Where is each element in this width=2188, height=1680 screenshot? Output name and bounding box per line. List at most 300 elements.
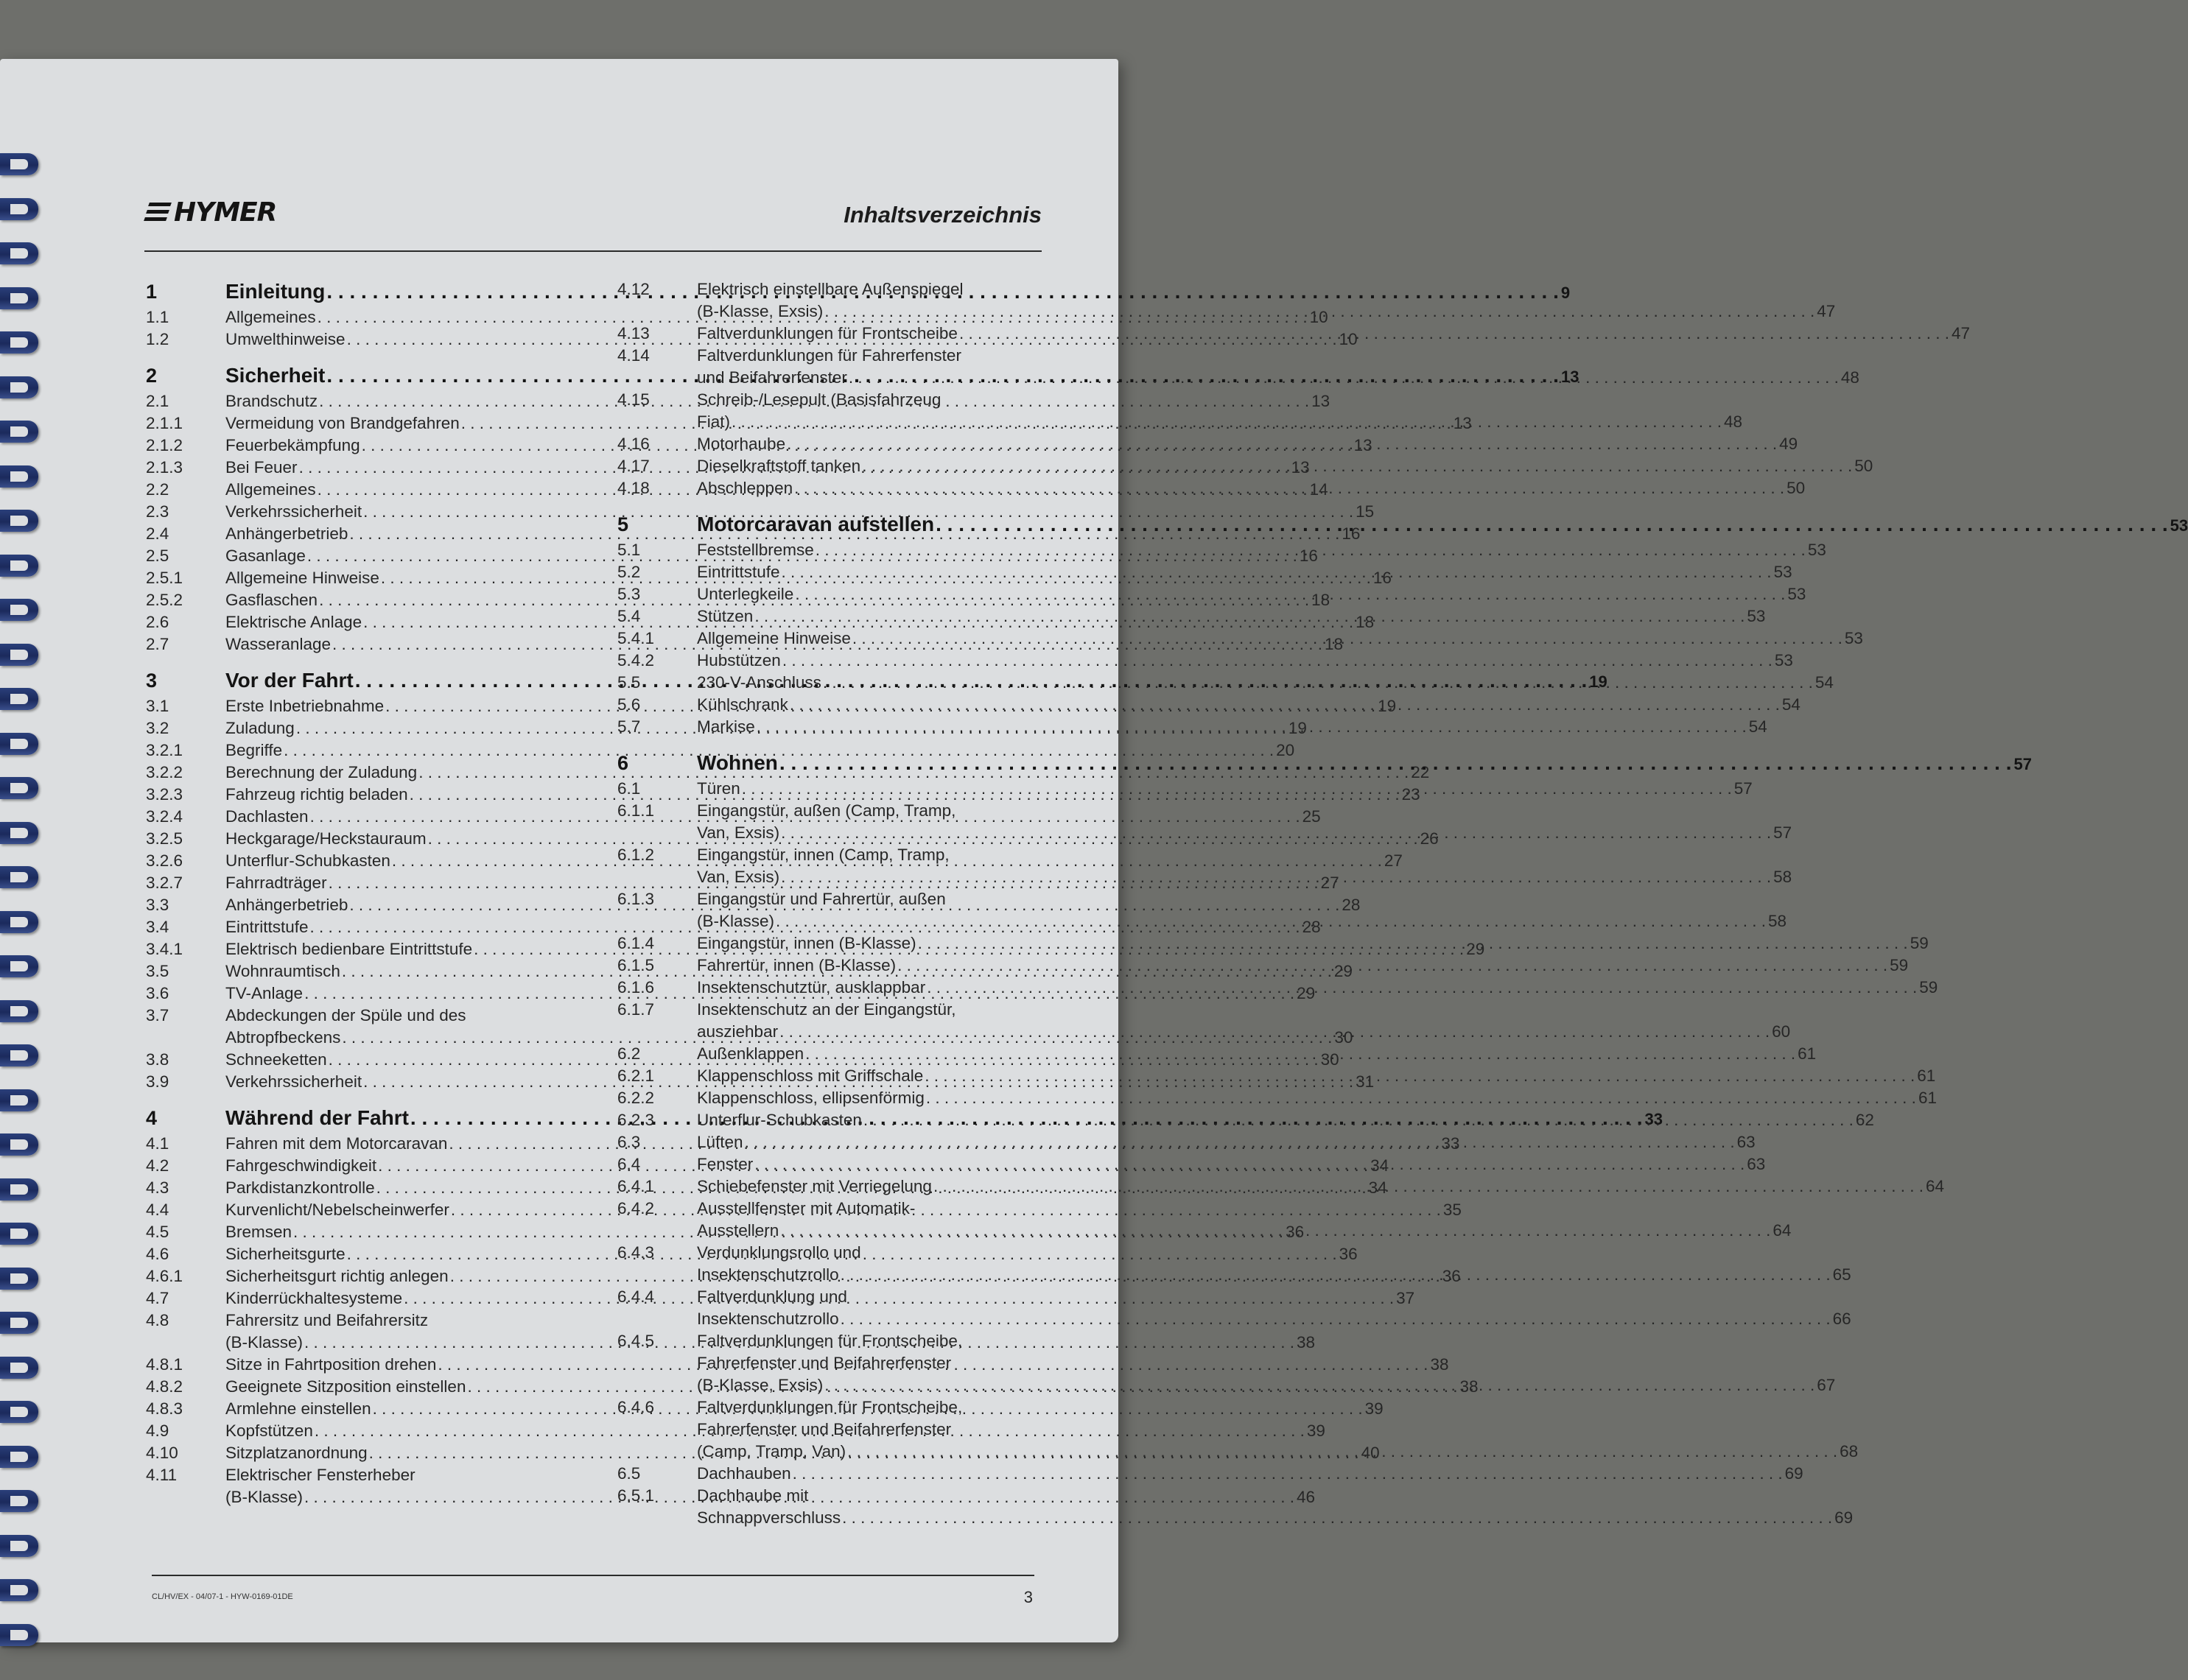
toc-page-number: 48 [1840,368,1859,387]
toc-page-number: 25 [1302,807,1321,826]
toc-page-number: 33 [1644,1110,1663,1128]
toc-title: Faltverdunklungen für Frontscheibe [697,324,958,342]
dot-leader [742,778,1732,800]
toc-title: TV-Anlage [225,984,304,1002]
toc-title: Feuerbekämpfung [225,436,360,454]
dot-leader [781,866,1771,888]
toc-section-number: 5.7 [617,717,641,736]
toc-section-number: 6.5 [617,1464,641,1483]
toc-title: Motorcaravan aufstellen [697,513,935,535]
toc-page-number: 59 [1890,956,1909,974]
toc-section-number: 2.1.3 [146,458,183,477]
toc-title: Dachhaube mit [697,1486,809,1505]
toc-title: Fahrgeschwindigkeit [225,1156,377,1175]
toc-title: Insektenschutz an der Eingangstür, [697,1000,956,1019]
toc-page-number: 50 [1854,457,1873,475]
toc-title: Fahrersitz und Beifahrersitz [225,1311,429,1329]
toc-title: Ausstellern [697,1221,779,1240]
toc-title: Stützen [697,607,754,625]
toc-page-number: 36 [1286,1223,1305,1241]
toc-section-number: 4.1 [146,1134,169,1153]
toc-page-number: 47 [1817,302,1836,320]
toc-section-number: 4.2 [146,1156,169,1175]
binding-loop [0,376,38,398]
toc-page-number: 69 [1834,1508,1854,1527]
toc-title: Gasanlage [225,546,306,565]
binding-loop [0,1624,38,1646]
binding-loop [0,866,38,888]
toc-title: Verkehrssicherheit [225,502,362,521]
dot-leader [824,1374,1814,1396]
toc-section-number: 5.4 [617,607,641,625]
toc-page-number: 19 [1288,719,1307,737]
toc-title: Elektrische Anlage [225,613,362,631]
dot-leader [841,1264,1831,1286]
toc-section-number: 3.3 [146,896,169,914]
toc-section-number: 3.9 [146,1072,169,1091]
toc-title: Berechnung der Zuladung [225,763,418,781]
dot-leader [841,1308,1831,1330]
toc-title: Eingangstür, außen (Camp, Tramp, [697,801,956,820]
toc-section-number: 6.4.2 [617,1199,655,1217]
toc-section-number: 5.6 [617,695,641,714]
binding-loop [0,1223,38,1245]
toc-title: Verkehrssicherheit [225,1072,362,1091]
toc-title: Armlehne einstellen [225,1399,371,1418]
toc-entry [617,650,1793,672]
toc-page-number: 27 [1384,851,1403,870]
binding-loop [0,1089,38,1111]
toc-section-number: 1.2 [146,330,169,348]
dot-leader [927,977,1917,999]
toc-title: Van, Exsis) [697,823,780,842]
toc-page-number: 16 [1372,569,1392,587]
toc-section-number: 2 [146,365,158,387]
toc-section-number: 4.3 [146,1178,169,1197]
toc-section-number: 4.16 [617,435,650,453]
toc-page-number: 28 [1302,918,1321,936]
toc-title: Eingangstür und Fahrertür, außen [697,890,946,908]
toc-title: (B-Klasse, Exsis) [697,302,824,320]
binding-loop [0,555,38,577]
toc-entry [146,739,1295,762]
toc-section-number: 6.5.1 [617,1486,655,1505]
dot-leader [847,1441,1837,1463]
toc-title: Bei Feuer [225,458,298,477]
toc-page-number: 30 [1334,1028,1353,1047]
toc-page-number: 28 [1342,896,1361,914]
toc-section-number: 3.2.1 [146,741,183,759]
toc-page-number: 50 [1786,479,1806,497]
toc-page-number: 63 [1736,1133,1756,1151]
manual-page [0,59,2188,1642]
toc-page-number: 57 [1773,823,1792,842]
toc-section-number: 6.4.6 [617,1398,655,1416]
toc-title: Van, Exsis) [697,868,780,886]
toc-title: 230-V-Anschluss [697,673,821,692]
dot-leader [933,1175,1924,1198]
toc-page-number: 29 [1333,962,1353,980]
toc-title: Schiebefenster mit Verriegelung [697,1177,932,1195]
toc-title: Dieselkraftstoff tanken [697,457,861,475]
toc-section-number: 2.3 [146,502,169,521]
logo-stripes-icon [144,203,171,222]
binding-loop [0,1535,38,1557]
toc-page-number: 34 [1370,1156,1389,1175]
toc-section-number: 3.2.6 [146,851,183,870]
toc-page-number: 53 [1747,607,1766,625]
toc-page-number: 66 [1832,1310,1851,1328]
dot-leader [918,932,1908,955]
toc-title: Fahrerfenster und Beifahrerfenster [697,1354,952,1372]
toc-page-number: 18 [1311,591,1330,609]
binding-loop [0,465,38,488]
toc-title: Umwelthinweise [225,330,346,348]
toc-title: Fahrradträger [225,874,327,892]
toc-title: und Beifahrerfenster [697,368,847,387]
toc-page-number: 23 [1401,785,1420,804]
toc-title: Sicherheitsgurte [225,1245,346,1263]
toc-title: Faltverdunklungen für Frontscheibe, [697,1332,963,1350]
toc-title: Parkdistanzkontrolle [225,1178,375,1197]
binding-loop [0,242,38,264]
toc-title: Erste Inbetriebnahme [225,697,385,715]
toc-title: Sicherheit [225,364,326,387]
dot-leader [805,1043,1795,1065]
toc-title: (B-Klasse) [697,912,775,930]
toc-title: Fahrzeug richtig beladen [225,785,408,804]
toc-section-number: 6.1.5 [617,956,655,974]
dot-leader [925,1065,1915,1087]
toc-section-number: 3.4 [146,918,169,936]
toc-title: Heckgarage/Heckstauraum [225,829,427,848]
dot-leader [849,367,1839,389]
toc-page-number: 47 [1951,324,1970,342]
toc-page-number: 10 [1339,330,1358,348]
toc-title: Klappenschloss mit Griffschale [697,1066,924,1085]
dot-leader [782,561,1772,583]
dot-leader [782,650,1773,672]
toc-section-number: 1 [146,281,158,303]
page-number: 3 [1023,1588,1033,1606]
toc-title: Einleitung [225,280,326,303]
toc-entry [617,1087,1937,1109]
toc-section-number: 6.1.6 [617,978,655,997]
toc-section-number: 4.6 [146,1245,169,1263]
toc-title: Vermeidung von Brandgefahren [225,414,460,432]
toc-title: Außenklappen [697,1044,804,1063]
toc-page-number: 39 [1306,1421,1325,1440]
toc-page-number: 53 [1773,563,1792,581]
dot-leader [787,433,1777,455]
toc-section-number: 4.18 [617,479,650,497]
toc-title: Insektenschutzrollo [697,1310,839,1328]
toc-page-number: 13 [1311,392,1330,410]
toc-page-number: 57 [2013,755,2032,773]
toc-page-number: 62 [1855,1111,1874,1129]
toc-section-number: 5.4.2 [617,651,655,669]
toc-section-number: 4.11 [146,1466,178,1484]
toc-section-number: 3.2.2 [146,763,183,781]
toc-section-number: 6.1.1 [617,801,655,820]
toc-section-number: 4.8 [146,1311,169,1329]
toc-section-number: 4.5 [146,1223,169,1241]
toc-title: Wohnen [697,751,778,774]
toc-title: Allgemeine Hinweise [225,569,379,587]
toc-title: Kurvenlicht/Nebelscheinwerfer [225,1201,449,1219]
page-footer [152,1575,1034,1619]
toc-title: Während der Fahrt [225,1106,409,1129]
toc-page-number: 18 [1356,613,1375,631]
toc-section-number: 6.4.1 [617,1177,655,1195]
toc-page-number: 57 [1733,779,1753,798]
toc-page-number: 29 [1466,940,1485,958]
toc-section-number: 3.7 [146,1006,169,1024]
toc-page-number: 26 [1420,829,1439,848]
binding-loop [0,1044,38,1066]
toc-section-number: 4.8.1 [146,1355,183,1374]
toc-title: Schnappverschluss [697,1508,841,1527]
toc-title: Unterlegkeile [697,585,794,603]
toc-page-number: 63 [1747,1155,1766,1173]
toc-page-number: 35 [1442,1201,1462,1219]
toc-page-number: 61 [1798,1044,1817,1063]
toc-page-number: 60 [1772,1022,1791,1041]
dot-leader [795,583,1785,605]
binding-loop [0,777,38,799]
toc-section-number: 6.1.4 [617,934,655,952]
toc-section-number: 3.4.1 [146,940,183,958]
toc-title: Schreib-/Lesepult (Basisfahrzeug [697,390,942,409]
toc-title: Türen [697,779,740,798]
toc-title: (B-Klasse) [225,1333,304,1352]
toc-section-number: 2.7 [146,635,169,653]
toc-title: Verdunklungsrollo und [697,1243,861,1262]
binding-loop [0,1000,38,1022]
toc-title: Anhängerbetrieb [225,524,348,543]
toc-section-number: 4.8.3 [146,1399,183,1418]
toc-page-number: 13 [1353,436,1372,454]
toc-page-number: 64 [1773,1221,1792,1240]
toc-section-number: 3.2 [146,719,169,737]
toc-page-number: 53 [2170,516,2188,535]
toc-title: Unterflur-Schubkasten [225,851,390,870]
header-divider [144,250,1042,252]
toc-title: Fahrerfenster und Beifahrerfenster [697,1420,952,1438]
binding-loop [0,733,38,755]
toc-page-number: 59 [1910,934,1929,952]
toc-title: Elektrischer Fensterheber [225,1466,415,1484]
binding-loop [0,421,38,443]
dot-leader [852,628,1842,650]
binding-loop [0,644,38,666]
binding-loop [0,1401,38,1423]
toc-page-number: 49 [1779,435,1798,453]
toc-section-number: 6.2.1 [617,1066,655,1085]
dot-leader [823,672,1813,694]
toc-section-number: 6.1.3 [617,890,655,908]
toc-page-number: 29 [1297,984,1316,1002]
toc-page-number: 15 [1356,502,1375,521]
toc-page-number: 68 [1840,1442,1859,1461]
toc-page-number: 19 [1378,697,1397,715]
toc-title: Kinderrückhaltesysteme [225,1289,403,1307]
document-code: CL/HV/EX - 04/07-1 - HYW-0169-01DE [152,1592,293,1601]
toc-section-number: 4.4 [146,1201,169,1219]
toc-section-number: 2.1 [146,392,169,410]
toc-section-number: 3.6 [146,984,169,1002]
binding-loop [0,1490,38,1512]
toc-title: Motorhaube [697,435,786,453]
toc-section-number: 6.4 [617,1155,641,1173]
dot-leader [824,300,1814,323]
toc-page-number: 19 [1589,672,1607,691]
toc-title: Elektrisch einstellbare Außenspiegel [697,280,964,298]
toc-title: Zuladung [225,719,295,737]
toc-section-number: 2.5 [146,546,169,565]
toc-page-number: 10 [1309,308,1328,326]
toc-section-number: 3.8 [146,1050,169,1069]
toc-title: Gasflaschen [225,591,318,609]
toc-title: Dachlasten [225,807,309,826]
toc-section-number: 6.1 [617,779,641,798]
toc-section-number: 6.4.4 [617,1287,655,1306]
toc-title: Abtropfbeckens [225,1028,341,1047]
toc-title: Allgemeines [225,480,316,499]
dot-leader [745,1131,1735,1153]
toc-section-number: 2.1.1 [146,414,183,432]
toc-page-number: 20 [1276,741,1295,759]
toc-title: Klappenschloss, ellipsenförmig [697,1089,925,1107]
dot-leader [862,455,1852,477]
toc-title: Insektenschutztür, ausklappbar [697,978,926,997]
toc-page-number: 53 [1787,585,1806,603]
toc-title: Anhängerbetrieb [225,896,348,914]
toc-section-number: 2.5.2 [146,591,183,609]
toc-page-number: 59 [1919,978,1938,997]
toc-title: (Camp, Tramp, Van) [697,1442,846,1461]
toc-title: (B-Klasse) [225,1488,304,1506]
toc-section-number: 4.6.1 [146,1267,183,1285]
dot-leader [780,1220,1770,1242]
toc-section-number: 6 [617,752,629,774]
toc-title: Vor der Fahrt [225,669,354,692]
toc-title: Ausstellfenster mit Automatik- [697,1199,916,1217]
toc-section-number: 4.7 [146,1289,169,1307]
toc-page-number: 53 [1807,541,1826,559]
toc-page-number: 30 [1320,1050,1339,1069]
spiral-binding [0,153,44,1663]
toc-section-number: 5.1 [617,541,641,559]
toc-page-number: 58 [1773,868,1792,886]
toc-page-number: 46 [1297,1488,1316,1506]
toc-section-number: 4.17 [617,457,650,475]
toc-page-number: 64 [1925,1177,1944,1195]
page-title: Inhaltsverzeichnis [844,202,1042,228]
toc-page-number: 33 [1441,1134,1460,1153]
binding-loop [0,1178,38,1201]
toc-section-number: 4.13 [617,324,650,342]
toc-section-number: 4.15 [617,390,650,409]
dot-leader [790,694,1780,716]
dot-leader [779,750,2012,776]
toc-title: Kopfstützen [225,1421,313,1440]
toc-section-number: 2.4 [146,524,169,543]
toc-page-number: 53 [1774,651,1793,669]
toc-page-number: 16 [1342,524,1361,543]
toc-title: Fenster [697,1155,754,1173]
binding-loop [0,955,38,977]
binding-loop [0,510,38,532]
toc-title: Bremsen [225,1223,292,1241]
toc-title: Faltverdunklungen für Fahrerfenster [697,346,961,365]
toc-page-number: 39 [1364,1399,1384,1418]
binding-loop [0,688,38,710]
toc-title: Allgemeine Hinweise [697,629,851,647]
toc-page-number: 36 [1339,1245,1358,1263]
toc-page-number: 54 [1814,673,1834,692]
toc-title: ausziehbar [697,1022,779,1041]
toc-title: Abdeckungen der Spüle und des [225,1006,466,1024]
toc-title: Lüften [697,1133,743,1151]
toc-section-number: 3.2.3 [146,785,183,804]
toc-title: Schneeketten [225,1050,327,1069]
toc-page-number: 34 [1368,1178,1387,1197]
toc-title: Sitze in Fahrtposition drehen [225,1355,437,1374]
toc-title: Begriffe [225,741,283,759]
binding-loop [0,198,38,220]
binding-loop [0,1312,38,1334]
toc-page-number: 48 [1724,412,1743,431]
toc-title: Eintrittstufe [697,563,780,581]
toc-page-number: 54 [1781,695,1800,714]
toc-page-number: 67 [1817,1376,1836,1394]
toc-section-number: 5 [617,513,629,535]
binding-loop [0,599,38,621]
dot-leader [816,539,1806,561]
footer-divider [152,1575,1034,1576]
dot-leader [781,822,1771,844]
toc-title: Brandschutz [225,392,318,410]
toc-section-number: 6.2 [617,1044,641,1063]
toc-section-number: 6.1.2 [617,846,655,864]
logo-text: HYMER [174,197,277,228]
toc-section-number: 5.4.1 [617,629,655,647]
binding-loop [0,1579,38,1601]
toc-page-number: 37 [1396,1289,1415,1307]
dot-leader [959,323,1949,345]
toc-title: Eintrittstufe [225,918,309,936]
dot-leader [779,1021,1770,1043]
toc-section-number: 4.12 [617,280,650,298]
toc-page-number: 18 [1325,635,1344,653]
binding-loop [0,331,38,354]
dot-leader [776,910,1766,932]
toc-page-number: 61 [1918,1089,1937,1107]
toc-page-number: 27 [1320,874,1339,892]
toc-title: (B-Klasse, Exsis) [697,1376,824,1394]
toc-entry [617,1463,1803,1485]
toc-section-number: 6.2.2 [617,1089,655,1107]
toc-title: Eingangstür, innen (B-Klasse) [697,934,916,952]
toc-title: Faltverdunklung und [697,1287,847,1306]
toc-title: Feststellbremse [697,541,814,559]
dot-leader [754,605,1745,628]
toc-section-number: 4 [146,1107,158,1129]
binding-loop [0,1134,38,1156]
toc-title: Kühlschrank [697,695,788,714]
toc-page-number: 53 [1844,629,1863,647]
